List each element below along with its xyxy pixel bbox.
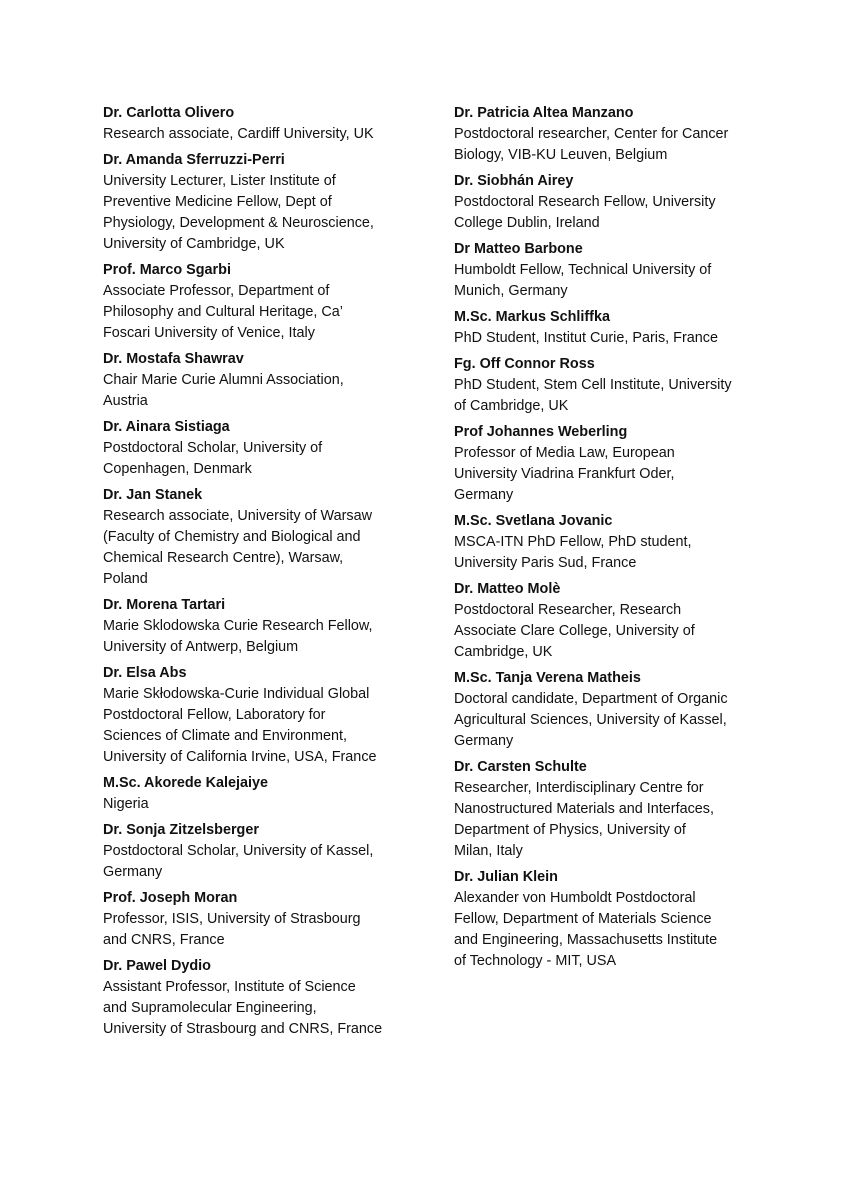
signatory-entry [454,171,774,234]
affiliation-line: Milan, Italy [454,843,523,859]
affiliation-line: Biology, VIB-KU Leuven, Belgium [454,147,668,163]
affiliation-line: Physiology, Development & Neuroscience, [103,215,374,231]
signatory-name: Dr. Carlotta Olivero [103,105,235,121]
signatory-entry [103,595,418,658]
affiliation-line: Austria [103,393,148,409]
affiliation-line: Research associate, University of Warsaw [103,508,372,524]
affiliation-line: Fellow, Department of Materials Science [454,911,712,927]
affiliation-line: Germany [454,487,514,503]
affiliation-line: Cambridge, UK [454,644,553,660]
signatory-affiliation [103,506,418,590]
signatory-name: Dr. Morena Tartari [103,597,226,613]
affiliation-line: PhD Student, Institut Curie, Paris, France [454,330,718,346]
signatory-entry [103,485,418,590]
signatory-name: Prof. Joseph Moran [103,890,238,906]
affiliation-line: Poland [103,571,148,587]
signatory-name: Dr. Patricia Altea Manzano [454,105,634,121]
affiliation-line: Postdoctoral Fellow, Laboratory for [103,707,326,723]
affiliation-line: PhD Student, Stem Cell Institute, University [454,377,732,393]
signatory-name: Dr. Sonja Zitzelsberger [103,822,259,838]
signatory-entry [454,103,774,166]
signatory-affiliation [103,909,418,951]
signatory-affiliation [103,841,418,883]
signatory-entry [103,150,418,255]
affiliation-line: Postdoctoral Scholar, University of [103,440,323,456]
signatory-affiliation [103,171,418,255]
signatory-entry [103,820,418,883]
affiliation-line: Nigeria [103,796,149,812]
signatory-affiliation [103,977,418,1040]
affiliation-line: Research associate, Cardiff University, UK [103,126,374,142]
signatory-affiliation [454,888,774,972]
affiliation-line: Sciences of Climate and Environment, [103,728,347,744]
signatory-column-right [454,103,774,977]
signatory-entry [454,354,774,417]
affiliation-line: College Dublin, Ireland [454,215,600,231]
signatory-entry [103,103,418,145]
affiliation-line: Professor, ISIS, University of Strasbourg [103,911,361,927]
signatory-name: Dr. Mostafa Shawrav [103,351,244,367]
signatory-name: Prof. Marco Sgarbi [103,262,231,278]
affiliation-line: Humboldt Fellow, Technical University of [454,262,712,278]
signatory-entry [454,668,774,752]
affiliation-line: Nanostructured Materials and Interfaces, [454,801,714,817]
signatory-affiliation [103,281,418,344]
signatory-entry [454,867,774,972]
affiliation-line: Philosophy and Cultural Heritage, Ca’ [103,304,343,320]
signatory-name: M.Sc. Akorede Kalejaiye [103,775,269,791]
signatory-affiliation [454,328,774,349]
affiliation-line: Researcher, Interdisciplinary Centre for [454,780,704,796]
affiliation-line: of Cambridge, UK [454,398,569,414]
signatory-affiliation [454,192,774,234]
signatory-entry [103,349,418,412]
signatory-column-left [103,103,418,1045]
signatory-name: Prof Johannes Weberling [454,424,628,440]
affiliation-line: and Engineering, Massachusetts Institute [454,932,718,948]
affiliation-line: Professor of Media Law, European [454,445,675,461]
signatory-entry [103,260,418,344]
signatory-affiliation [454,124,774,166]
affiliation-line: MSCA-ITN PhD Fellow, PhD student, [454,534,692,550]
affiliation-line: Copenhagen, Denmark [103,461,252,477]
affiliation-line: Postdoctoral Researcher, Research [454,602,682,618]
affiliation-line: and CNRS, France [103,932,225,948]
affiliation-line: Associate Professor, Department of [103,283,330,299]
affiliation-line: University Lecturer, Lister Institute of [103,173,336,189]
signatory-name: Dr. Jan Stanek [103,487,203,503]
affiliation-line: Associate Clare College, University of [454,623,695,639]
signatory-affiliation [103,684,418,768]
signatory-name: Dr. Pawel Dydio [103,958,211,974]
signatory-name: Dr. Elsa Abs [103,665,187,681]
signatory-entry [454,239,774,302]
signatory-name: Dr. Siobhán Airey [454,173,574,189]
affiliation-line: Chemical Research Centre), Warsaw, [103,550,344,566]
signatory-name: Dr. Carsten Schulte [454,759,587,775]
signatory-name: Dr Matteo Barbone [454,241,583,257]
affiliation-line: and Supramolecular Engineering, [103,1000,317,1016]
affiliation-line: Assistant Professor, Institute of Science [103,979,356,995]
signatory-name: M.Sc. Markus Schliffka [454,309,610,325]
affiliation-line: University of Cambridge, UK [103,236,285,252]
affiliation-line: Postdoctoral researcher, Center for Cancer [454,126,729,142]
signatory-affiliation [103,794,418,815]
affiliation-line: Germany [454,733,514,749]
signatory-affiliation [454,778,774,862]
signatory-name: M.Sc. Svetlana Jovanic [454,513,613,529]
affiliation-line: University of Antwerp, Belgium [103,639,299,655]
affiliation-line: Marie Skłodowska-Curie Individual Global [103,686,370,702]
signatory-affiliation [103,124,418,145]
signatory-affiliation [103,438,418,480]
affiliation-line: Postdoctoral Scholar, University of Kassel, [103,843,374,859]
signatory-affiliation [454,600,774,663]
signatory-affiliation [454,689,774,752]
signatory-entry [454,422,774,506]
affiliation-line: Germany [103,864,163,880]
affiliation-line: University of California Irvine, USA, France [103,749,377,765]
signatory-name: Dr. Ainara Sistiaga [103,419,230,435]
affiliation-line: (Faculty of Chemistry and Biological and [103,529,361,545]
signatory-entry [103,417,418,480]
affiliation-line: of Technology - MIT, USA [454,953,617,969]
signatory-entry [454,579,774,663]
affiliation-line: University of Strasbourg and CNRS, France [103,1021,383,1037]
signatory-name: M.Sc. Tanja Verena Matheis [454,670,641,686]
signatory-entry [454,511,774,574]
signatory-entry [454,307,774,349]
signatory-affiliation [103,616,418,658]
affiliation-line: University Paris Sud, France [454,555,637,571]
signatory-affiliation [454,532,774,574]
affiliation-line: Chair Marie Curie Alumni Association, [103,372,344,388]
signatory-name: Dr. Matteo Molè [454,581,561,597]
signatory-affiliation [454,260,774,302]
signatory-affiliation [103,370,418,412]
affiliation-line: Postdoctoral Research Fellow, University [454,194,716,210]
signatory-affiliation [454,375,774,417]
signatory-entry [103,888,418,951]
signatory-entry [103,663,418,768]
signatory-entry [454,757,774,862]
affiliation-line: Doctoral candidate, Department of Organic [454,691,728,707]
signatory-name: Dr. Amanda Sferruzzi-Perri [103,152,285,168]
signatory-name: Dr. Julian Klein [454,869,558,885]
signatory-affiliation [454,443,774,506]
affiliation-line: Preventive Medicine Fellow, Dept of [103,194,332,210]
signatory-entry [103,773,418,815]
affiliation-line: Marie Sklodowska Curie Research Fellow, [103,618,373,634]
affiliation-line: Foscari University of Venice, Italy [103,325,315,341]
signatory-name: Fg. Off Connor Ross [454,356,595,372]
affiliation-line: Department of Physics, University of [454,822,686,838]
affiliation-line: Agricultural Sciences, University of Kassel, [454,712,727,728]
affiliation-line: Alexander von Humboldt Postdoctoral [454,890,696,906]
signatory-entry [103,956,418,1040]
affiliation-line: University Viadrina Frankfurt Oder, [454,466,675,482]
affiliation-line: Munich, Germany [454,283,568,299]
